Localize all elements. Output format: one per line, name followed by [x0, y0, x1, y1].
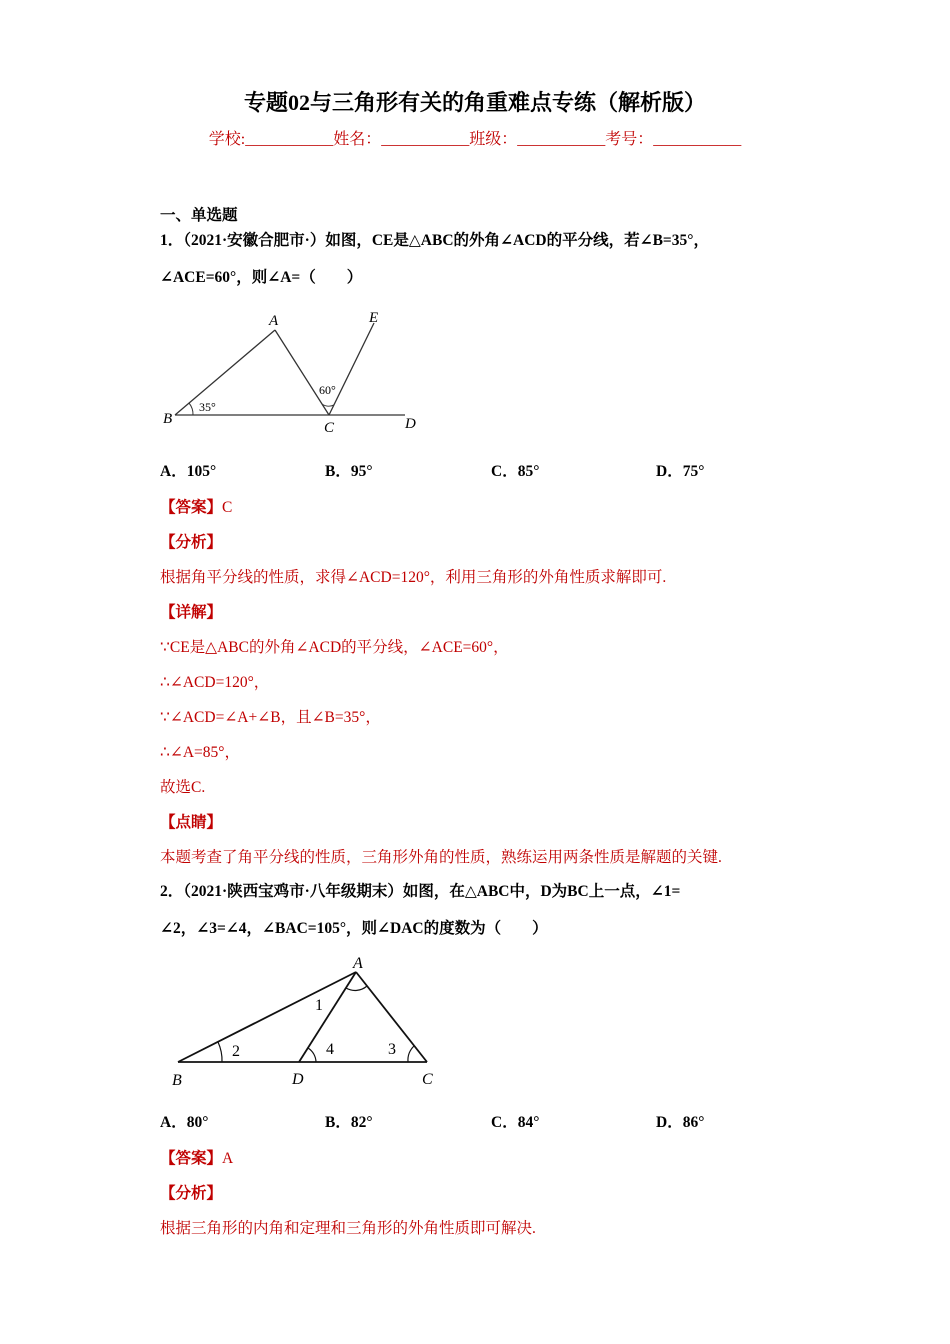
q1-label-a: A	[269, 313, 279, 329]
q1-step-5: 故选C.	[160, 779, 206, 796]
q1-option-a: A．105°	[160, 463, 217, 480]
q1-angle-c-label: 60°	[319, 383, 336, 397]
q1-answer-value: C	[222, 499, 233, 516]
q2-arc-4	[308, 1048, 316, 1062]
q2-angle-3: 3	[388, 1041, 396, 1058]
q2-analysis-label: 【分析】	[160, 1185, 223, 1202]
q2-answer-value: A	[222, 1150, 234, 1167]
q1-step-1: ∵CE是△ABC的外角∠ACD的平分线，∠ACE=60°，	[160, 639, 509, 656]
q1-label-e: E	[369, 310, 379, 326]
q2-stem-line1: 2．（2021·陕西宝鸡市·八年级期末）如图，在△ABC中，D为BC上一点，∠1=	[160, 883, 681, 900]
section-heading: 一、单选题	[160, 207, 238, 224]
q1-analysis-label: 【分析】	[160, 534, 223, 551]
q1-line-ce	[329, 323, 374, 415]
q2-angle-1: 1	[315, 997, 323, 1014]
q1-answer-label: 【答案】	[160, 499, 223, 516]
q1-stem-line1: 1．（2021·安徽合肥市·）如图，CE是△ABC的外角∠ACD的平分线，若∠B=35°，	[160, 232, 709, 249]
q2-option-a: A．80°	[160, 1114, 209, 1131]
q2-angle-4: 4	[326, 1041, 334, 1058]
q1-option-b: B．95°	[325, 463, 373, 480]
q2-arc-3	[408, 1046, 414, 1062]
q2-option-d: D．86°	[656, 1114, 705, 1131]
q1-label-c: C	[324, 420, 335, 436]
q1-stem-line2: ∠ACE=60°，则∠A=（ ）	[160, 269, 363, 286]
q2-label-d: D	[292, 1071, 304, 1088]
q1-angle-b-label: 35°	[199, 400, 216, 414]
q1-line-ac	[275, 330, 329, 415]
q2-answer-label: 【答案】	[160, 1150, 223, 1167]
q2-label-a: A	[353, 955, 363, 972]
q1-step-2: ∴∠ACD=120°，	[160, 674, 270, 691]
q1-arc-b	[189, 403, 193, 415]
q2-label-c: C	[422, 1071, 433, 1088]
q1-option-c: C．85°	[491, 463, 540, 480]
q1-answer	[160, 495, 232, 517]
q1-detail-label: 【详解】	[160, 604, 223, 621]
q2-option-b: B．82°	[325, 1114, 373, 1131]
q2-arc-1	[346, 986, 367, 990]
q1-step-3: ∵∠ACD=∠A+∠B，且∠B=35°，	[160, 709, 381, 726]
q1-option-d: D．75°	[656, 463, 705, 480]
q1-comment-text: 本题考查了角平分线的性质，三角形外角的性质，熟练运用两条性质是解题的关键.	[160, 849, 722, 866]
q2-stem-line2: ∠2，∠3=∠4，∠BAC=105°，则∠DAC的度数为（ ）	[160, 920, 548, 937]
q1-analysis-text: 根据角平分线的性质，求得∠ACD=120°，利用三角形的外角性质求解即可.	[160, 569, 667, 586]
q2-figure	[160, 950, 450, 1095]
q2-answer	[160, 1146, 233, 1168]
q1-figure	[155, 305, 435, 440]
q2-angle-2: 2	[232, 1043, 240, 1060]
q2-analysis-text: 根据三角形的内角和定理和三角形的外角性质即可解决.	[160, 1220, 536, 1237]
page-title: 专题02与三角形有关的角重难点专练（解析版）	[243, 90, 706, 115]
q1-label-b: B	[163, 411, 173, 427]
q1-line-ba	[175, 330, 275, 415]
q1-label-d: D	[405, 416, 416, 432]
q2-arc-2	[218, 1042, 222, 1062]
q2-option-c: C．84°	[491, 1114, 540, 1131]
student-info-line: 学校:___________姓名：___________班级：___________考号：___________	[208, 131, 742, 148]
q2-label-b: B	[172, 1072, 182, 1089]
q1-step-4: ∴∠A=85°，	[160, 744, 240, 761]
q1-comment-label: 【点睛】	[160, 814, 223, 831]
